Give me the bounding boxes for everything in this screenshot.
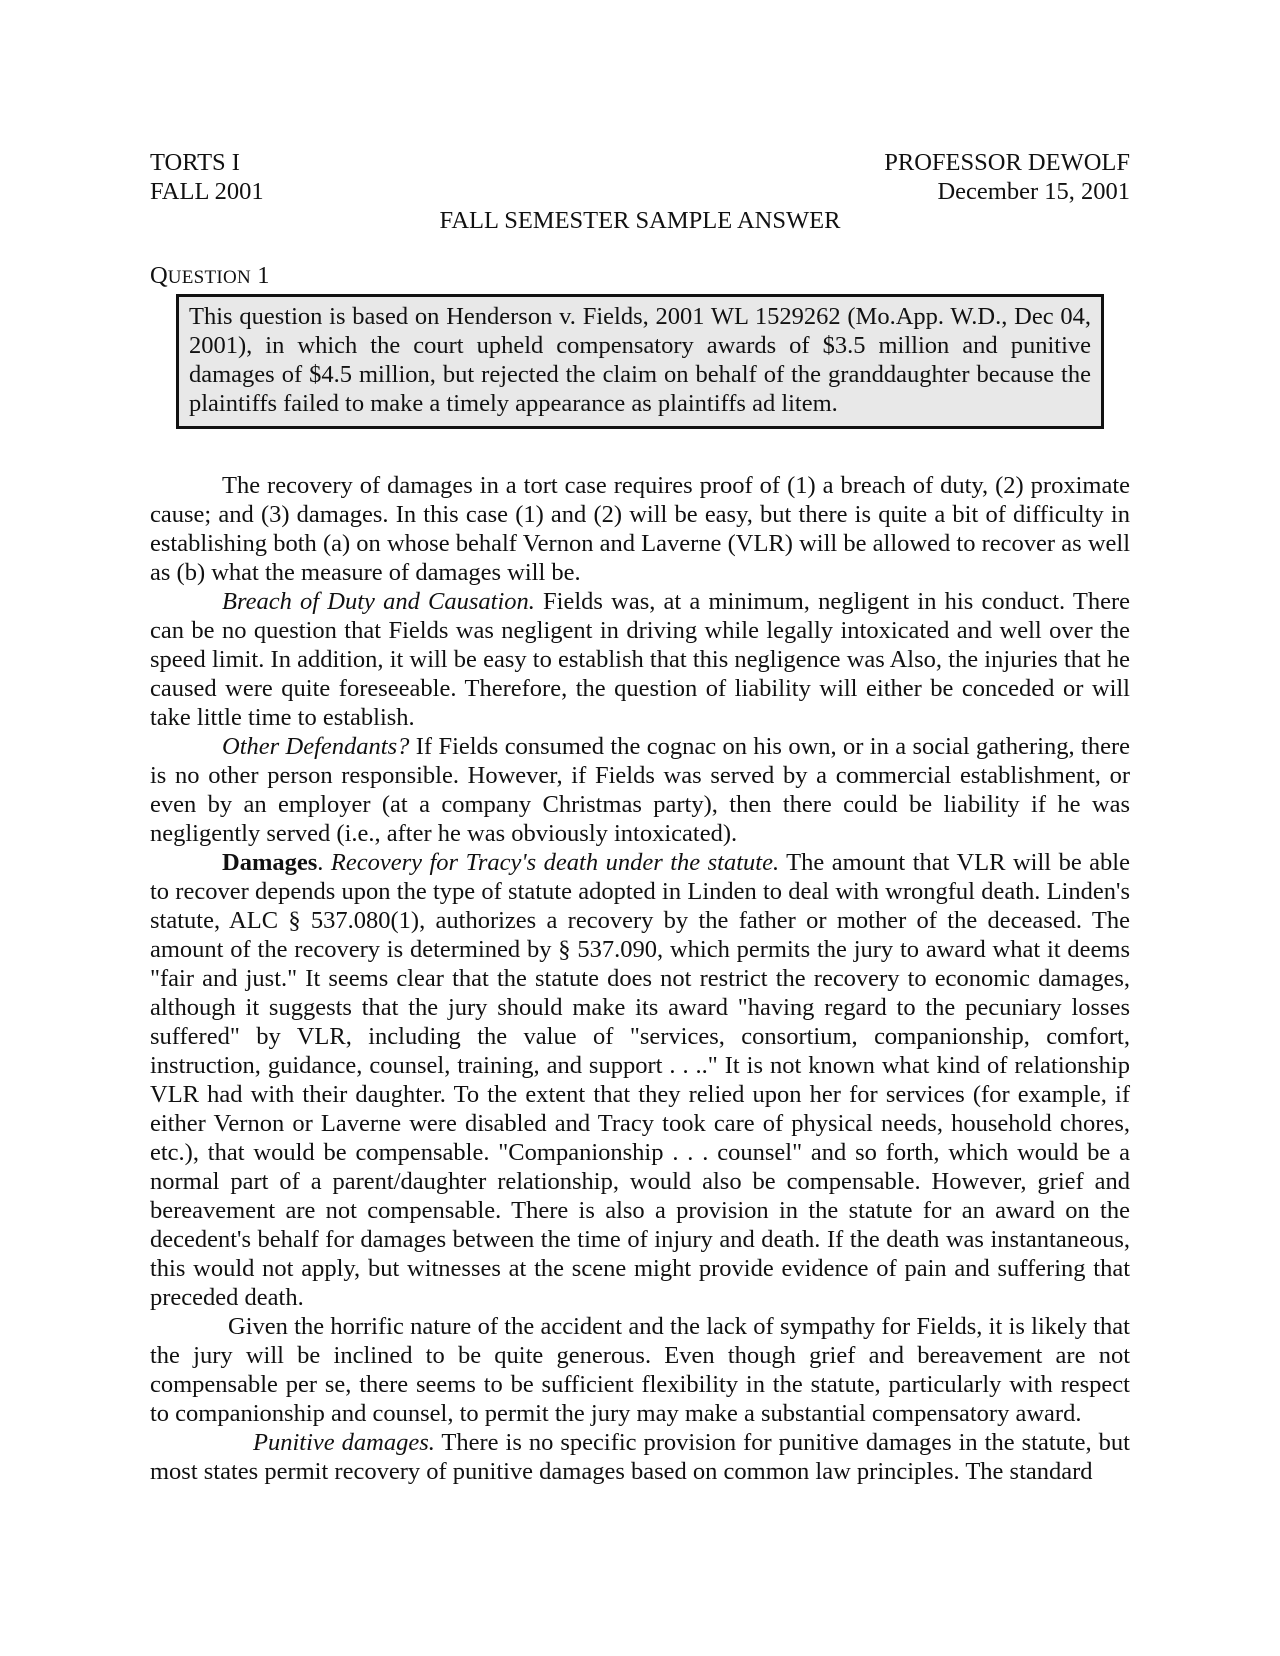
paragraph-jury: Given the horrific nature of the accident and the lack of sympathy for Fields, it is likely that the jury will be inclined to be quite generous. Even though grief and bereavement are not compensable per se, there seems to be sufficient flexibility in the statute, particularly with respect to companionship and counsel, to permit the jury may make a substantial compensatory award.	[150, 1313, 1130, 1427]
paragraph-intro: The recovery of damages in a tort case requires proof of (1) a breach of duty, (2) proximate cause; and (3) damages. In this case (1) and (2) will be easy, but there is quite a bit of difficulty in establishing both (a) on whose behalf Vernon and Laverne (VLR) will be allowed to recover as well as (b) what the measure of damages will be.	[150, 472, 1130, 586]
paragraph-heading: Other Defendants?	[222, 733, 410, 760]
exam-date: December 15, 2001	[937, 178, 1130, 205]
answer-body	[150, 471, 1130, 1486]
header-row-1	[150, 148, 1130, 177]
professor-name: PROFESSOR DEWOLF	[884, 149, 1130, 176]
paragraph-heading: Breach of Duty and Causation.	[222, 588, 535, 615]
paragraph-heading: Recovery for Tracy's death under the statute.	[330, 849, 780, 876]
paragraph-other-defendants: Other Defendants? If Fields consumed the cognac on his own, or in a social gathering, there is no other person responsible. However, if Fields was served by a commercial establishment, or even by an employer (at a company Christmas party), then there could be liability if he was negligently served (i.e., after he was obviously intoxicated).	[150, 733, 1130, 847]
term: FALL 2001	[150, 178, 264, 205]
paragraph-punitive: Punitive damages. There is no specific provision for punitive damages in the statute, but most states permit recovery of punitive damages based on common law principles. The standard	[150, 1429, 1130, 1485]
paragraph-heading: Punitive damages.	[253, 1429, 435, 1456]
document-page	[150, 148, 1130, 1486]
paragraph-breach: Breach of Duty and Causation. Fields was, at a minimum, negligent in his conduct. There can be no question that Fields was negligent in driving while legally intoxicated and well over the speed limit. In addition, it will be easy to establish that this negligence was Also, the injuries that he caused were quite foreseeable. Therefore, the question of liability will either be conceded or will take little time to establish.	[150, 588, 1130, 731]
header-row-2	[150, 177, 1130, 206]
section-heading: Damages	[222, 849, 318, 876]
question-summary-box: This question is based on Henderson v. Fields, 2001 WL 1529262 (Mo.App. W.D., Dec 04, 2001), in which the court upheld compensatory awards of $3.5 million and punitive damages of $4.5 million, but rejected the claim on behalf of the granddaughter because the plaintiffs failed to make a timely appearance as plaintiffs ad litem.	[176, 294, 1104, 429]
paragraph-damages: Damages. Recovery for Tracy's death under the statute. The amount that VLR will be able to recover depends upon the type of statute adopted in Linden to deal with wrongful death. Linden's statute, ALC § 537.080(1), authorizes a recovery by the father or mother of the deceased. The amount of the recovery is determined by § 537.090, which permits the jury to award what it deems "fair and just." It seems clear that the statute does not restrict the recovery to economic damages, although it suggests that the jury should make its award "having regard to the pecuniary losses suffered" by VLR, including the value of "services, consortium, companionship, comfort, instruction, guidance, counsel, training, and support . . .." It is not known what kind of relationship VLR had with their daughter. To the extent that they relied upon her for services (for example, if either Vernon or Laverne were disabled and Tracy took care of physical needs, household chores, etc.), that would be compensable. "Companionship . . . counsel" and so forth, which would be a normal part of a parent/daughter relationship, would also be compensable. However, grief and bereavement are not compensable. There is also a provision in the statute for an award on the decedent's behalf for damages between the time of injury and death. If the death was instantaneous, this would not apply, but witnesses at the scene might provide evidence of pain and suffering that preceded death.	[150, 849, 1130, 1311]
question-label: QUESTION 1	[150, 262, 270, 289]
document-title: FALL SEMESTER SAMPLE ANSWER	[439, 207, 841, 234]
course-name: TORTS I	[150, 149, 240, 176]
